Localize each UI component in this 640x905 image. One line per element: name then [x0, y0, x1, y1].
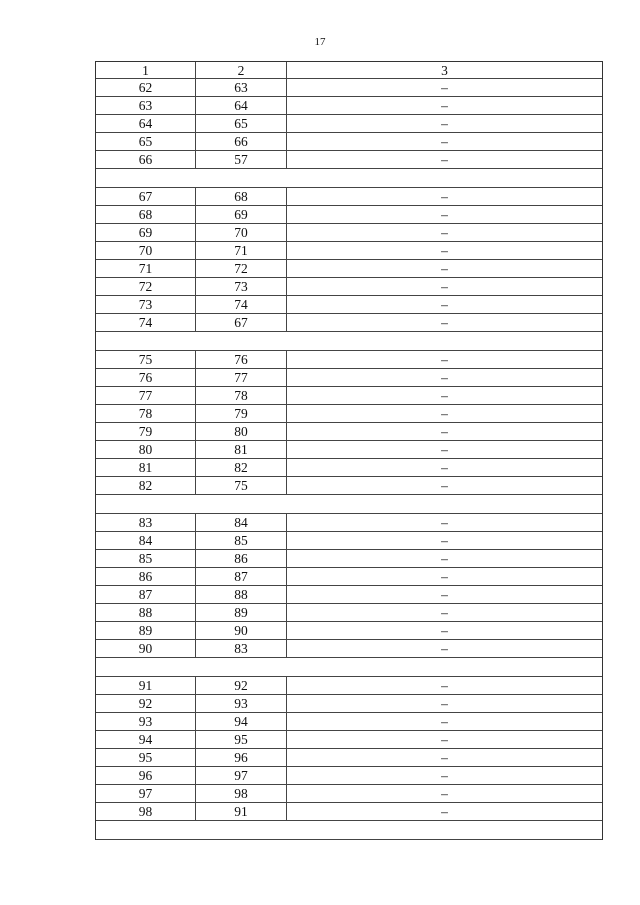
- table-cell-col-3: –: [441, 370, 448, 385]
- table-cell-col-3: –: [441, 297, 448, 312]
- table-cell-col-3: –: [441, 551, 448, 566]
- table-cell-col-1: 63: [96, 97, 196, 114]
- table-cell-col-3: –: [441, 261, 448, 276]
- table-cell-col-2: 76: [196, 351, 287, 368]
- table-cell-col-1: 75: [96, 351, 196, 368]
- table-cell-col-1: 62: [96, 79, 196, 96]
- table-cell-col-2: 89: [196, 604, 287, 621]
- table-cell-col-1: 66: [96, 151, 196, 168]
- table-cell-col-1: 96: [96, 767, 196, 784]
- table-cell-col-2: 94: [196, 713, 287, 730]
- table-cell-col-3: –: [441, 587, 448, 602]
- table-cell-col-2: 93: [196, 695, 287, 712]
- table-cell-col-3: –: [441, 152, 448, 167]
- table-cell-col-3: –: [441, 315, 448, 330]
- table-cell-col-3: –: [441, 189, 448, 204]
- table-cell-col-2: 72: [196, 260, 287, 277]
- table-row: [96, 514, 602, 532]
- table-cell-col-3: –: [441, 442, 448, 457]
- table-row: [96, 713, 602, 731]
- table-cell-col-2: 87: [196, 568, 287, 585]
- table-row: [96, 568, 602, 586]
- table-row: [96, 622, 602, 640]
- table-cell-col-1: 81: [96, 459, 196, 476]
- table-row: [96, 604, 602, 622]
- table-cell-col-2: 82: [196, 459, 287, 476]
- table-row: [96, 441, 602, 459]
- table-cell-col-2: 80: [196, 423, 287, 440]
- table-cell-col-2: 74: [196, 296, 287, 313]
- group-separator-row: [96, 169, 602, 188]
- table-cell-col-2: 63: [196, 79, 287, 96]
- table-row: [96, 314, 602, 332]
- table-cell-col-3: –: [441, 768, 448, 783]
- table-cell-col-3: –: [441, 786, 448, 801]
- table-cell-col-1: 68: [96, 206, 196, 223]
- table-cell-col-1: 92: [96, 695, 196, 712]
- table-cell-col-2: 65: [196, 115, 287, 132]
- table-row: [96, 351, 602, 369]
- table-cell-col-3: –: [441, 623, 448, 638]
- table-cell-col-2: 98: [196, 785, 287, 802]
- table-cell-col-2: 97: [196, 767, 287, 784]
- data-table: [95, 61, 603, 840]
- table-cell-col-3: –: [441, 207, 448, 222]
- table-row: [96, 151, 602, 169]
- table-cell-col-3: –: [441, 750, 448, 765]
- table-cell-col-1: 79: [96, 423, 196, 440]
- table-row: [96, 477, 602, 495]
- table-row: [96, 423, 602, 441]
- table-cell-col-2: 69: [196, 206, 287, 223]
- table-cell-col-3: –: [441, 605, 448, 620]
- table-cell-col-1: 83: [96, 514, 196, 531]
- table-cell-col-2: 66: [196, 133, 287, 150]
- table-cell-col-3: –: [441, 515, 448, 530]
- table-cell-col-2: 67: [196, 314, 287, 331]
- table-cell-col-2: 91: [196, 803, 287, 820]
- table-row: [96, 206, 602, 224]
- table-row: [96, 640, 602, 658]
- table-cell-col-3: –: [441, 696, 448, 711]
- group-separator-row: [96, 332, 602, 351]
- table-cell-col-1: 74: [96, 314, 196, 331]
- table-cell-col-2: 73: [196, 278, 287, 295]
- table-row: [96, 586, 602, 604]
- table-cell-col-2: 57: [196, 151, 287, 168]
- table-cell-col-2: 95: [196, 731, 287, 748]
- table-cell-col-1: 87: [96, 586, 196, 603]
- table-cell-col-3: –: [441, 352, 448, 367]
- page-number: 17: [314, 36, 326, 48]
- table-row: [96, 550, 602, 568]
- table-cell-col-2: 64: [196, 97, 287, 114]
- group-separator-row: [96, 495, 602, 514]
- table-cell-col-2: 86: [196, 550, 287, 567]
- table-row: [96, 749, 602, 767]
- table-cell-col-3: –: [441, 732, 448, 747]
- table-cell-col-1: 88: [96, 604, 196, 621]
- table-row: [96, 115, 602, 133]
- table-cell-col-2: 85: [196, 532, 287, 549]
- table-cell-col-3: –: [441, 406, 448, 421]
- table-cell-col-2: 71: [196, 242, 287, 259]
- table-row: [96, 387, 602, 405]
- table-cell-col-1: 80: [96, 441, 196, 458]
- table-row: [96, 459, 602, 477]
- table-body: [96, 79, 602, 840]
- table-header-row: [96, 62, 602, 79]
- table-cell-col-1: 85: [96, 550, 196, 567]
- table-row: [96, 405, 602, 423]
- table-cell-col-1: 78: [96, 405, 196, 422]
- table-row: [96, 224, 602, 242]
- table-cell-col-3: –: [441, 804, 448, 819]
- table-row: [96, 133, 602, 151]
- table-cell-col-2: 79: [196, 405, 287, 422]
- table-row: [96, 369, 602, 387]
- table-cell-col-1: 64: [96, 115, 196, 132]
- table-row: [96, 803, 602, 821]
- table-cell-col-1: 72: [96, 278, 196, 295]
- table-row: [96, 97, 602, 115]
- table-cell-col-1: 71: [96, 260, 196, 277]
- column-header-2: 2: [196, 62, 287, 78]
- table-row: [96, 188, 602, 206]
- table-cell-col-1: 84: [96, 532, 196, 549]
- table-row: [96, 785, 602, 803]
- table-cell-col-2: 96: [196, 749, 287, 766]
- table-cell-col-3: –: [441, 116, 448, 131]
- table-cell-col-1: 89: [96, 622, 196, 639]
- table-cell-col-1: 76: [96, 369, 196, 386]
- table-row: [96, 260, 602, 278]
- group-separator-row: [96, 658, 602, 677]
- table-cell-col-1: 97: [96, 785, 196, 802]
- table-row: [96, 79, 602, 97]
- table-cell-col-3: –: [441, 225, 448, 240]
- table-cell-col-1: 94: [96, 731, 196, 748]
- group-separator-row: [96, 821, 602, 840]
- table-cell-col-1: 65: [96, 133, 196, 150]
- table-cell-col-3: –: [441, 533, 448, 548]
- table-cell-col-3: –: [441, 714, 448, 729]
- table-cell-col-2: 84: [196, 514, 287, 531]
- table-row: [96, 677, 602, 695]
- table-cell-col-3: –: [441, 134, 448, 149]
- table-cell-col-2: 78: [196, 387, 287, 404]
- table-row: [96, 731, 602, 749]
- table-cell-col-2: 92: [196, 677, 287, 694]
- table-row: [96, 296, 602, 314]
- table-cell-col-2: 88: [196, 586, 287, 603]
- table-cell-col-2: 75: [196, 477, 287, 494]
- table-row: [96, 695, 602, 713]
- table-cell-col-1: 69: [96, 224, 196, 241]
- table-cell-col-1: 90: [96, 640, 196, 657]
- table-cell-col-3: –: [441, 460, 448, 475]
- table-row: [96, 278, 602, 296]
- table-cell-col-3: –: [441, 569, 448, 584]
- table-cell-col-1: 70: [96, 242, 196, 259]
- table-cell-col-1: 82: [96, 477, 196, 494]
- table-cell-col-2: 77: [196, 369, 287, 386]
- table-cell-col-3: –: [441, 243, 448, 258]
- column-header-3: 3: [441, 63, 448, 78]
- table-row: [96, 767, 602, 785]
- table-cell-col-1: 95: [96, 749, 196, 766]
- table-cell-col-1: 93: [96, 713, 196, 730]
- table-cell-col-1: 73: [96, 296, 196, 313]
- table-cell-col-2: 90: [196, 622, 287, 639]
- table-cell-col-3: –: [441, 678, 448, 693]
- table-cell-col-3: –: [441, 80, 448, 95]
- column-header-1: 1: [96, 62, 196, 78]
- table-cell-col-2: 81: [196, 441, 287, 458]
- table-cell-col-1: 86: [96, 568, 196, 585]
- table-cell-col-1: 91: [96, 677, 196, 694]
- table-cell-col-3: –: [441, 478, 448, 493]
- table-cell-col-2: 70: [196, 224, 287, 241]
- table-cell-col-3: –: [441, 424, 448, 439]
- table-cell-col-2: 68: [196, 188, 287, 205]
- table-cell-col-3: –: [441, 388, 448, 403]
- table-cell-col-1: 67: [96, 188, 196, 205]
- table-row: [96, 532, 602, 550]
- table-cell-col-1: 98: [96, 803, 196, 820]
- table-cell-col-2: 83: [196, 640, 287, 657]
- table-cell-col-1: 77: [96, 387, 196, 404]
- table-cell-col-3: –: [441, 641, 448, 656]
- table-cell-col-3: –: [441, 279, 448, 294]
- table-row: [96, 242, 602, 260]
- table-cell-col-3: –: [441, 98, 448, 113]
